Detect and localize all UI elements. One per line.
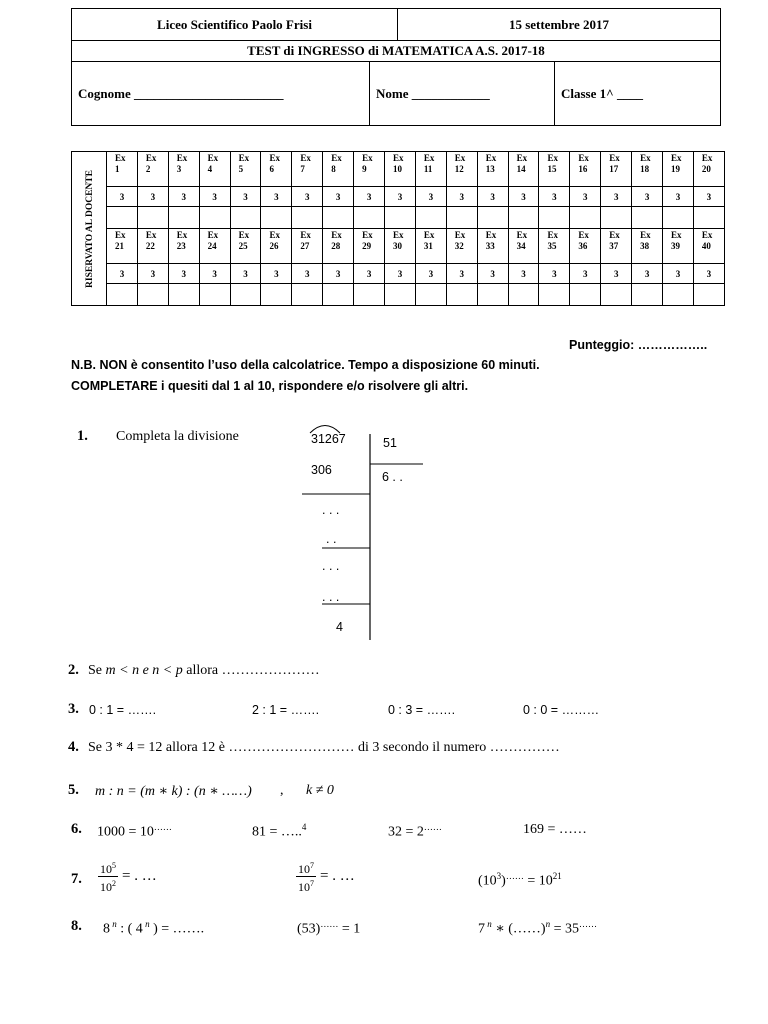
- step-1: 306: [311, 463, 332, 477]
- exercise-header: Ex 22: [137, 229, 168, 264]
- exercise-header: Ex 11: [415, 152, 446, 187]
- score-cell[interactable]: [168, 207, 199, 229]
- exercise-header: Ex 4: [199, 152, 230, 187]
- max-points-cell: 3: [292, 187, 323, 207]
- test-date: 15 settembre 2017: [398, 9, 721, 41]
- max-points-cell: 3: [323, 187, 354, 207]
- score-cell[interactable]: [539, 207, 570, 229]
- exercise-header: Ex 19: [663, 152, 694, 187]
- remainder: 4: [336, 620, 343, 634]
- exercise-header: Ex 32: [446, 229, 477, 264]
- score-cell[interactable]: [508, 284, 539, 306]
- q6-b[interactable]: 81 = …..$^4$: [252, 822, 307, 840]
- exercise-header: Ex 33: [477, 229, 508, 264]
- max-points-cell: 3: [415, 187, 446, 207]
- score-cell[interactable]: [261, 207, 292, 229]
- q6-c[interactable]: 32 = 2……: [388, 822, 442, 840]
- exercise-header: Ex 14: [508, 152, 539, 187]
- max-points-cell: 3: [107, 187, 138, 207]
- exercise-header: Ex 10: [385, 152, 416, 187]
- score-cell[interactable]: [354, 207, 385, 229]
- max-points-cell: 3: [292, 264, 323, 284]
- score-cell[interactable]: [292, 284, 323, 306]
- score-cell[interactable]: [385, 284, 416, 306]
- max-points-cell: 3: [570, 187, 601, 207]
- score-cell[interactable]: [168, 284, 199, 306]
- score-cell[interactable]: [137, 207, 168, 229]
- q5-comma: ,: [280, 783, 284, 798]
- exercise-header: Ex 9: [354, 152, 385, 187]
- max-points-cell: 3: [323, 264, 354, 284]
- exercise-header: Ex 5: [230, 152, 261, 187]
- exercise-header: Ex 20: [693, 152, 724, 187]
- exercise-header: Ex 39: [663, 229, 694, 264]
- score-cell[interactable]: [632, 284, 663, 306]
- exercise-header: Ex 28: [323, 229, 354, 264]
- max-points-cell: 3: [261, 264, 292, 284]
- score-cell[interactable]: [601, 207, 632, 229]
- score-cell[interactable]: [107, 284, 138, 306]
- division-lines: [300, 420, 430, 645]
- q7-b[interactable]: $\frac{10^7}{10^7}$ = . …: [298, 861, 355, 894]
- exercise-header: Ex 30: [385, 229, 416, 264]
- score-cell[interactable]: [477, 207, 508, 229]
- max-points-cell: 3: [137, 264, 168, 284]
- cognome-field[interactable]: Cognome _______________________: [72, 62, 370, 126]
- score-cell[interactable]: [323, 284, 354, 306]
- exercise-header: Ex 2: [137, 152, 168, 187]
- exercise-header: Ex 24: [199, 229, 230, 264]
- q2-number: 2.: [68, 662, 79, 678]
- q1-text: Completa la divisione: [116, 429, 239, 444]
- q8-a[interactable]: 8 $^n$ : ( 4 $^n$ ) = …….: [103, 919, 205, 937]
- q1-number: 1.: [77, 428, 88, 444]
- max-points-cell: 3: [199, 187, 230, 207]
- note-instructions: COMPLETARE i quesiti dal 1 al 10, rispondere e/o risolvere gli altri.: [71, 379, 469, 393]
- exercise-header: Ex 35: [539, 229, 570, 264]
- exercise-header: Ex 7: [292, 152, 323, 187]
- exercise-header: Ex 34: [508, 229, 539, 264]
- max-points-cell: 3: [539, 187, 570, 207]
- max-points-cell: 3: [508, 264, 539, 284]
- score-cell[interactable]: [570, 284, 601, 306]
- q7-a[interactable]: $\frac{10^5}{10^2}$ = . …: [100, 861, 157, 894]
- max-points-cell: 3: [354, 187, 385, 207]
- max-points-cell: 3: [230, 264, 261, 284]
- q3-d[interactable]: 0 : 0 = ………: [523, 703, 600, 717]
- score-cell[interactable]: [354, 284, 385, 306]
- max-points-cell: 3: [385, 187, 416, 207]
- score-cell[interactable]: [107, 207, 138, 229]
- q4-text[interactable]: Se 3 * 4 = 12 allora 12 è ……………………… di 3 secondo il numero ……………: [88, 740, 560, 755]
- exercise-header: Ex 6: [261, 152, 292, 187]
- quotient[interactable]: 6 . .: [382, 470, 403, 484]
- q8-number: 8.: [71, 918, 82, 934]
- max-points-cell: 3: [693, 264, 724, 284]
- max-points-cell: 3: [137, 187, 168, 207]
- exercise-header: Ex 1: [107, 152, 138, 187]
- score-cell[interactable]: [199, 207, 230, 229]
- max-points-cell: 3: [107, 264, 138, 284]
- score-cell[interactable]: [230, 207, 261, 229]
- max-points-cell: 3: [446, 187, 477, 207]
- q5-expression[interactable]: m : n = (m ∗ k) : (n ∗ ……): [95, 784, 252, 799]
- header-row-1: [71, 8, 721, 41]
- q3-c[interactable]: 0 : 3 = …….: [388, 703, 456, 717]
- dividend: 31267: [311, 432, 346, 446]
- school-name: Liceo Scientifico Paolo Frisi: [72, 9, 398, 41]
- score-cell[interactable]: [632, 207, 663, 229]
- note-calculator: N.B. NON è consentito l’uso della calcolatrice. Tempo a disposizione 60 minuti.: [71, 358, 540, 372]
- max-points-cell: 3: [446, 264, 477, 284]
- exercise-header: Ex 40: [693, 229, 724, 264]
- score-cell[interactable]: [663, 207, 694, 229]
- exercise-header: Ex 36: [570, 229, 601, 264]
- q7-fraction-2: $\frac{10^7}{10^7}$: [298, 861, 314, 894]
- q8-b[interactable]: (53)…… = 1: [297, 919, 361, 937]
- max-points-cell: 3: [199, 264, 230, 284]
- max-points-cell: 3: [693, 187, 724, 207]
- q2-text: Se m < n e n < p allora …………………: [88, 663, 320, 678]
- q7-fraction-1: $\frac{10^5}{10^2}$: [100, 861, 116, 894]
- max-points-cell: 3: [663, 264, 694, 284]
- exercise-header: Ex 12: [446, 152, 477, 187]
- max-points-cell: 3: [230, 187, 261, 207]
- step-2[interactable]: . . .: [322, 503, 340, 517]
- q6-d[interactable]: 169 = ……: [523, 822, 587, 837]
- score-cell[interactable]: [446, 207, 477, 229]
- max-points-cell: 3: [385, 264, 416, 284]
- exercise-header: Ex 17: [601, 152, 632, 187]
- divisor: 51: [383, 436, 397, 450]
- exercise-header: Ex 18: [632, 152, 663, 187]
- exercise-header: Ex 21: [107, 229, 138, 264]
- score-cell[interactable]: [137, 284, 168, 306]
- q5-number: 5.: [68, 782, 79, 798]
- max-points-cell: 3: [477, 187, 508, 207]
- score-cell[interactable]: [693, 284, 724, 306]
- score-cell[interactable]: [415, 207, 446, 229]
- score-cell[interactable]: [261, 284, 292, 306]
- header-row-2: [71, 40, 721, 62]
- max-points-cell: 3: [632, 187, 663, 207]
- q7-c[interactable]: $(10^3)^{\dots\dots} = 10^{21}$: [478, 871, 562, 889]
- q6-a[interactable]: 1000 = 10……: [97, 822, 172, 840]
- max-points-cell: 3: [415, 264, 446, 284]
- q8-c[interactable]: 7 $^n$ ∗ (……)$^n$ = 35……: [478, 919, 597, 937]
- max-points-cell: 3: [168, 187, 199, 207]
- exercise-header: Ex 3: [168, 152, 199, 187]
- exercise-header: Ex 38: [632, 229, 663, 264]
- score-grid: [71, 151, 725, 306]
- score-cell[interactable]: [385, 207, 416, 229]
- exercise-header: Ex 15: [539, 152, 570, 187]
- score-cell[interactable]: [508, 207, 539, 229]
- max-points-cell: 3: [354, 264, 385, 284]
- max-points-cell: 3: [570, 264, 601, 284]
- score-cell[interactable]: [415, 284, 446, 306]
- q3-a[interactable]: 0 : 1 = …….: [89, 703, 157, 717]
- exercise-header: Ex 37: [601, 229, 632, 264]
- score-cell[interactable]: [663, 284, 694, 306]
- exercise-header: Ex 25: [230, 229, 261, 264]
- max-points-cell: 3: [601, 264, 632, 284]
- score-cell[interactable]: [570, 207, 601, 229]
- step-3[interactable]: . .: [326, 532, 337, 546]
- punteggio: Punteggio: ……………..: [569, 338, 708, 352]
- score-cell[interactable]: [230, 284, 261, 306]
- score-cell[interactable]: [693, 207, 724, 229]
- exercise-header: Ex 23: [168, 229, 199, 264]
- exercise-header: Ex 16: [570, 152, 601, 187]
- exercise-header: Ex 8: [323, 152, 354, 187]
- exercise-header: Ex 27: [292, 229, 323, 264]
- max-points-cell: 3: [539, 264, 570, 284]
- exercise-header: Ex 26: [261, 229, 292, 264]
- max-points-cell: 3: [168, 264, 199, 284]
- exercise-header: Ex 13: [477, 152, 508, 187]
- q6-number: 6.: [71, 821, 82, 837]
- max-points-cell: 3: [632, 264, 663, 284]
- header-row-3: [71, 61, 721, 126]
- score-cell[interactable]: [477, 284, 508, 306]
- max-points-cell: 3: [663, 187, 694, 207]
- score-cell[interactable]: [199, 284, 230, 306]
- reserved-label: RISERVATO AL DOCENTE: [72, 152, 107, 306]
- q3-number: 3.: [68, 701, 79, 717]
- step-4[interactable]: . . .: [322, 559, 340, 573]
- score-cell[interactable]: [446, 284, 477, 306]
- score-cell[interactable]: [539, 284, 570, 306]
- exercise-header: Ex 29: [354, 229, 385, 264]
- classe-field[interactable]: Classe 1^ ____: [555, 62, 721, 126]
- score-cell[interactable]: [323, 207, 354, 229]
- exercise-header: Ex 31: [415, 229, 446, 264]
- max-points-cell: 3: [508, 187, 539, 207]
- nome-field[interactable]: Nome ____________: [370, 62, 555, 126]
- max-points-cell: 3: [477, 264, 508, 284]
- test-title: TEST di INGRESSO di MATEMATICA A.S. 2017-18: [72, 41, 721, 62]
- max-points-cell: 3: [261, 187, 292, 207]
- max-points-cell: 3: [601, 187, 632, 207]
- q7-number: 7.: [71, 871, 82, 887]
- step-5[interactable]: . . .: [322, 590, 340, 604]
- score-cell[interactable]: [292, 207, 323, 229]
- q5-condition: k ≠ 0: [306, 783, 334, 798]
- q4-number: 4.: [68, 739, 79, 755]
- q3-b[interactable]: 2 : 1 = …….: [252, 703, 320, 717]
- score-cell[interactable]: [601, 284, 632, 306]
